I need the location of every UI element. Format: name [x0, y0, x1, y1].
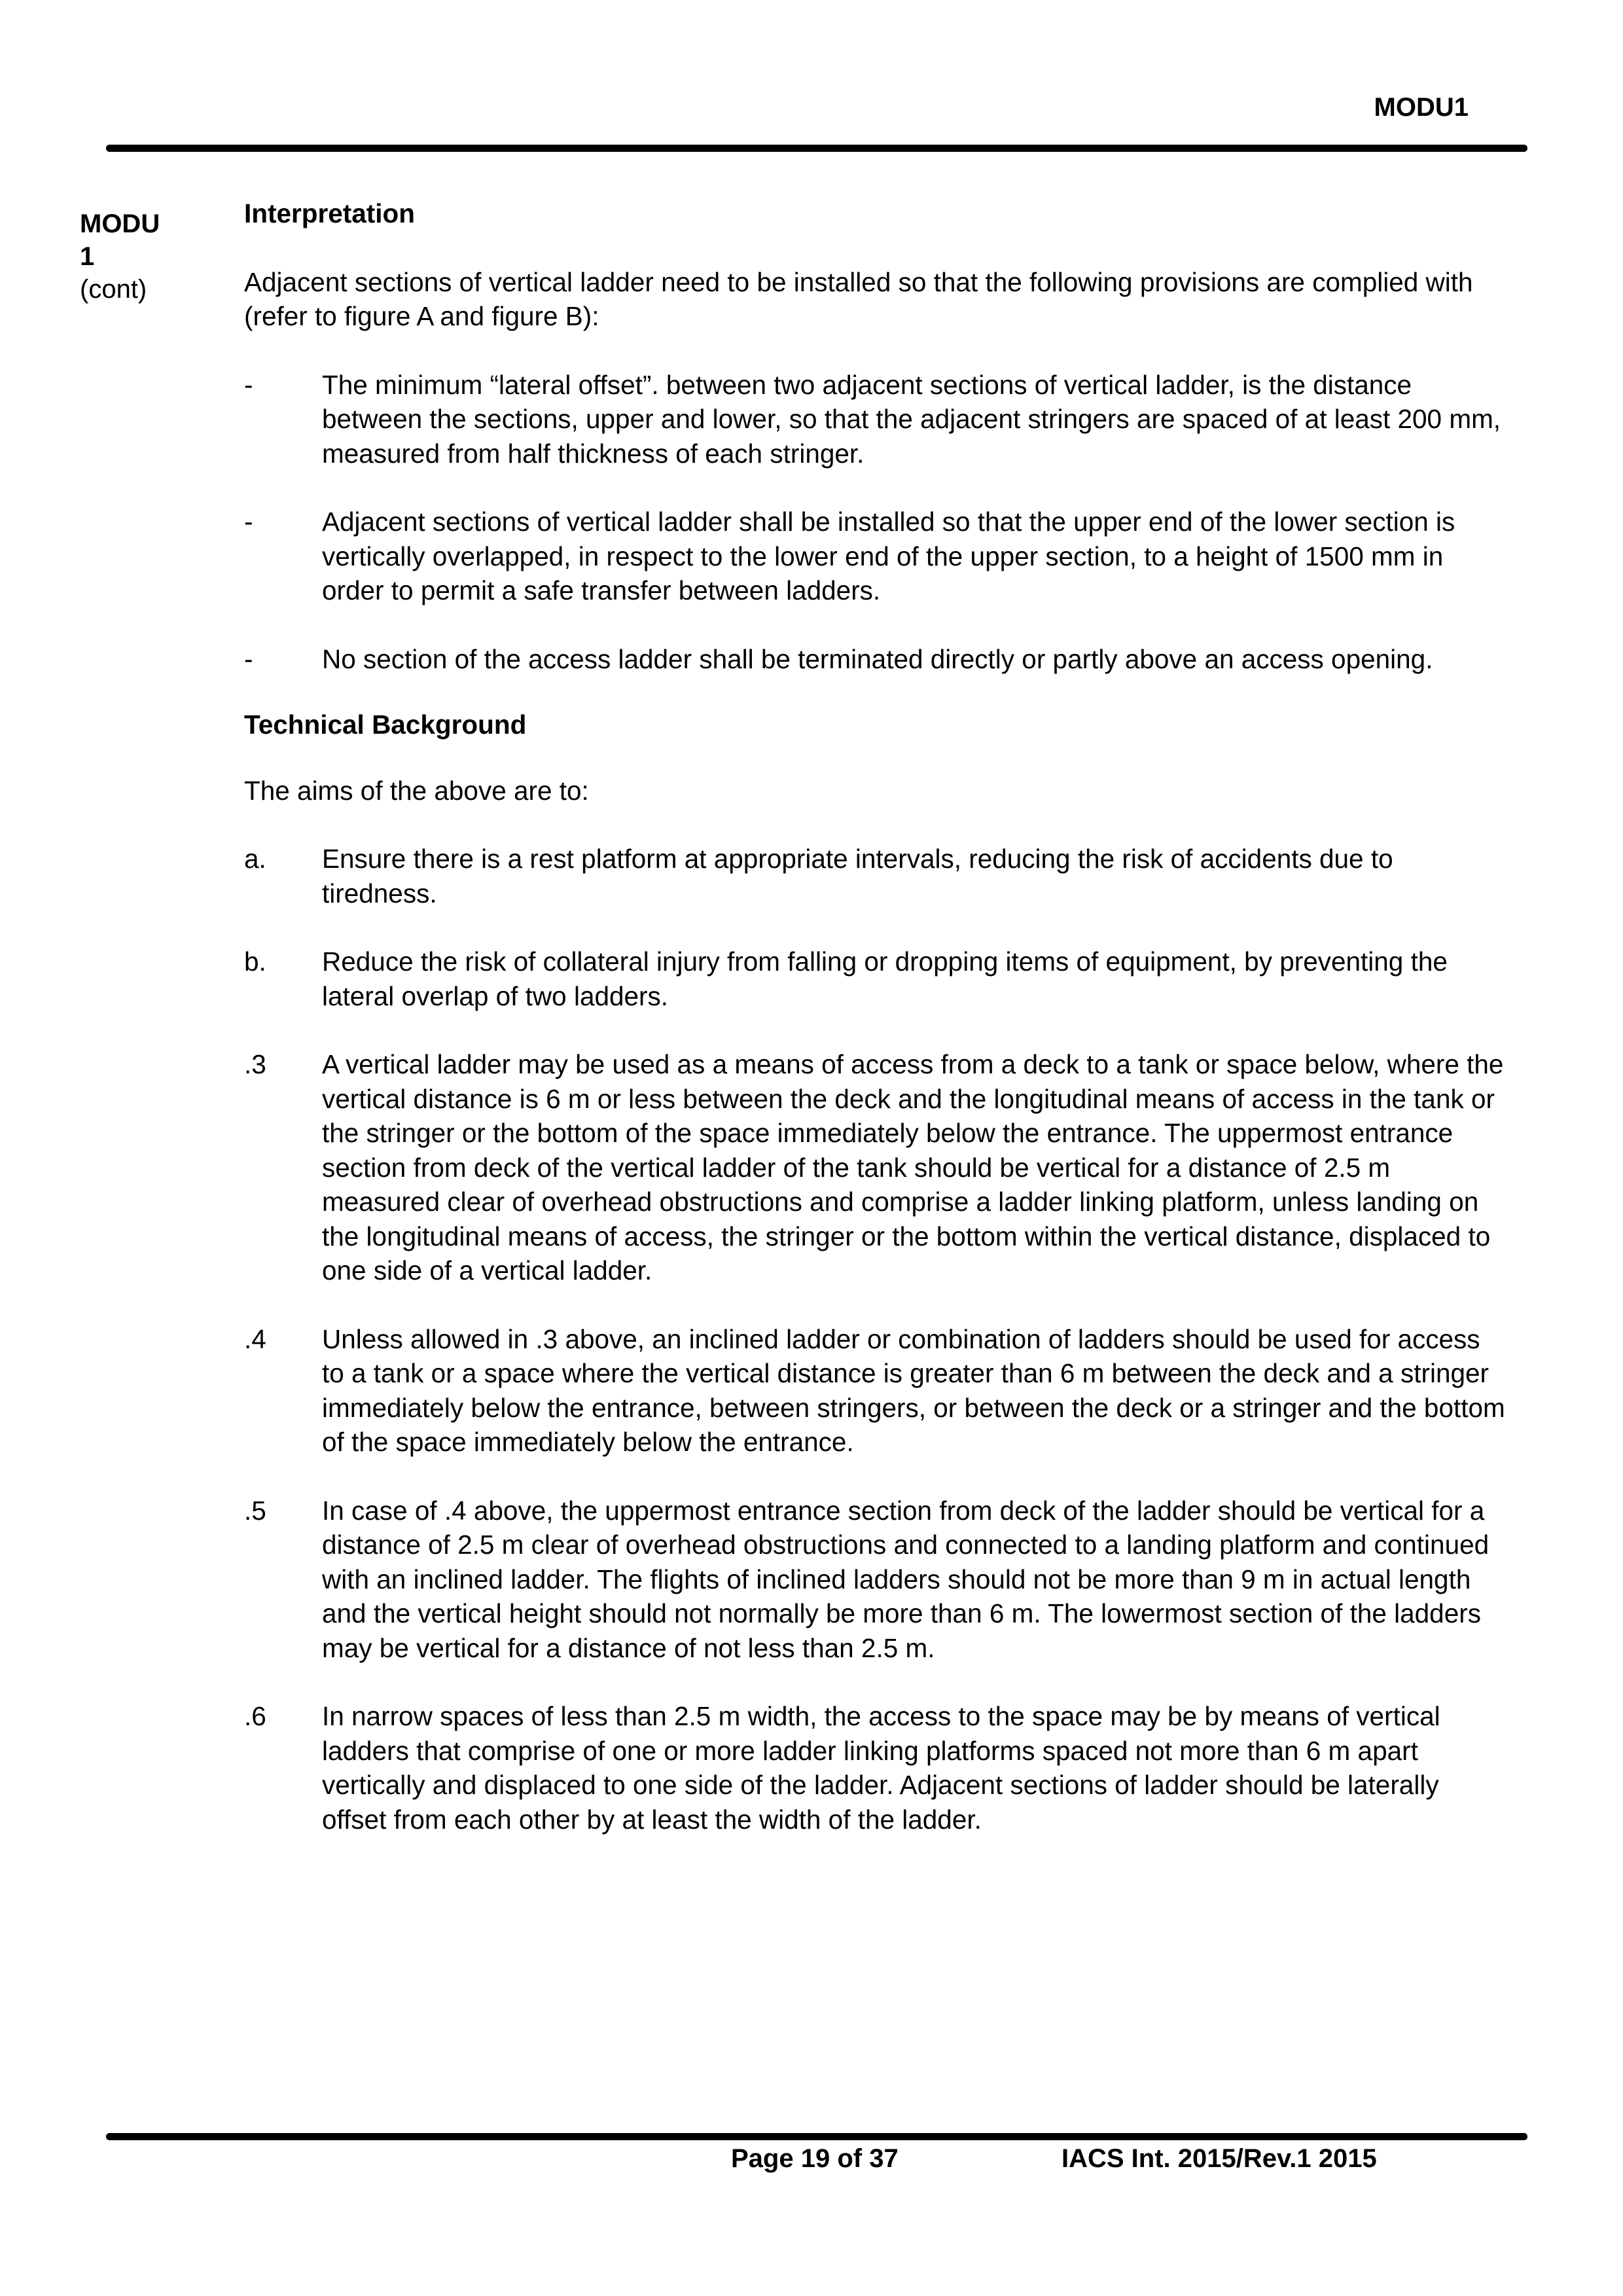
document-reference: IACS Int. 2015/Rev.1 2015 — [1061, 2144, 1377, 2173]
clause-text: In narrow spaces of less than 2.5 m width, the access to the space may be by means of vertical ladders that comprise of one or more ladder linking platforms spaced not more than 6 m apart vertically and displaced to one side of the ladder. Adjacent sections of ladder should be laterally offset from each other by at least the width of the ladder. — [322, 1701, 1440, 1835]
aim-item — [244, 944, 1507, 1013]
clause-number: .3 — [244, 1049, 266, 1079]
provision-text: The minimum “lateral offset”. between two adjacent sections of vertical ladder, is the distance between the sections, upper and lower, so that the adjacent stringers are spaced of at least 200 mm, measured from half thickness of each stringer. — [322, 369, 1501, 469]
technical-background-heading: Technical Background — [244, 709, 527, 740]
list-marker: b. — [244, 946, 266, 977]
provision-item — [244, 368, 1507, 471]
list-marker: a. — [244, 844, 266, 874]
page-number: Page 19 of 37 — [731, 2144, 899, 2173]
aim-text: Ensure there is a rest platform at appropriate intervals, reducing the risk of accidents due to tiredness. — [322, 844, 1393, 908]
margin-label-line-1: MODU — [80, 209, 160, 238]
header-rule — [106, 145, 1527, 152]
clause-number: .6 — [244, 1701, 266, 1731]
clause-text: A vertical ladder may be used as a means of access from a deck to a tank or space below, where the vertical distance is 6 m or less between the deck and the longitudinal means of access in the tank or the stringer or the bottom of the space immediately below the entrance. The uppermost entrance section from deck of the vertical ladder of the tank should be vertical for a distance of 2.5 m measured clear of overhead obstructions and comprise a ladder linking platform, unless landing on the longitudinal means of access, the stringer or the bottom within the vertical distance, displaced to one side of a vertical ladder. — [322, 1049, 1504, 1285]
interpretation-heading: Interpretation — [244, 198, 416, 228]
margin-label-line-3: (cont) — [80, 275, 147, 304]
provision-text: Adjacent sections of vertical ladder shall be installed so that the upper end of the lower section is vertically overlapped, in respect to the lower end of the upper section, to a height of 1500 mm in order to permit a safe transfer between ladders. — [322, 507, 1455, 605]
clause-number: .5 — [244, 1495, 266, 1526]
margin-label-line-2: 1 — [80, 242, 95, 271]
margin-section-label — [80, 207, 185, 306]
clause-text: In case of .4 above, the uppermost entrance section from deck of the ladder should be vertical for a distance of 2.5 m clear of overhead obstructions and connected to a landing platform and continued with an inclined ladder. The flights of inclined ladders should not be more than 9 m in actual length and the vertical height should not normally be more than 6 m. The lowermost section of the ladders may be vertical for a distance of not less than 2.5 m. — [322, 1495, 1489, 1663]
aims-intro-paragraph: The aims of the above are to: — [244, 775, 589, 806]
clause-item — [244, 1494, 1507, 1666]
aim-item — [244, 842, 1507, 910]
aim-text: Reduce the risk of collateral injury from falling or dropping items of equipment, by preventing the lateral overlap of two ladders. — [322, 946, 1448, 1011]
provision-item — [244, 642, 1507, 677]
clause-item — [244, 1047, 1507, 1288]
provision-text: No section of the access ladder shall be terminated directly or partly above an access opening. — [322, 643, 1433, 674]
intro-paragraph: Adjacent sections of vertical ladder need to be installed so that the following provisions are complied with (refer to figure A and figure B): — [244, 266, 1473, 331]
clause-item — [244, 1699, 1507, 1837]
list-marker: - — [244, 369, 253, 400]
clause-number: .4 — [244, 1323, 266, 1354]
document-body — [244, 196, 1507, 1837]
provision-item — [244, 505, 1507, 608]
document-code-header: MODU1 — [1374, 93, 1469, 122]
list-marker: - — [244, 643, 253, 674]
list-marker: - — [244, 507, 253, 537]
clause-item — [244, 1322, 1507, 1460]
clause-text: Unless allowed in .3 above, an inclined ladder or combination of ladders should be used for access to a tank or a space where the vertical distance is greater than 6 m between the deck and a stringer immediately below the entrance, between stringers, or between the deck or a stringer and the bottom of the space immediately below the entrance. — [322, 1323, 1505, 1457]
footer-rule — [106, 2133, 1527, 2140]
